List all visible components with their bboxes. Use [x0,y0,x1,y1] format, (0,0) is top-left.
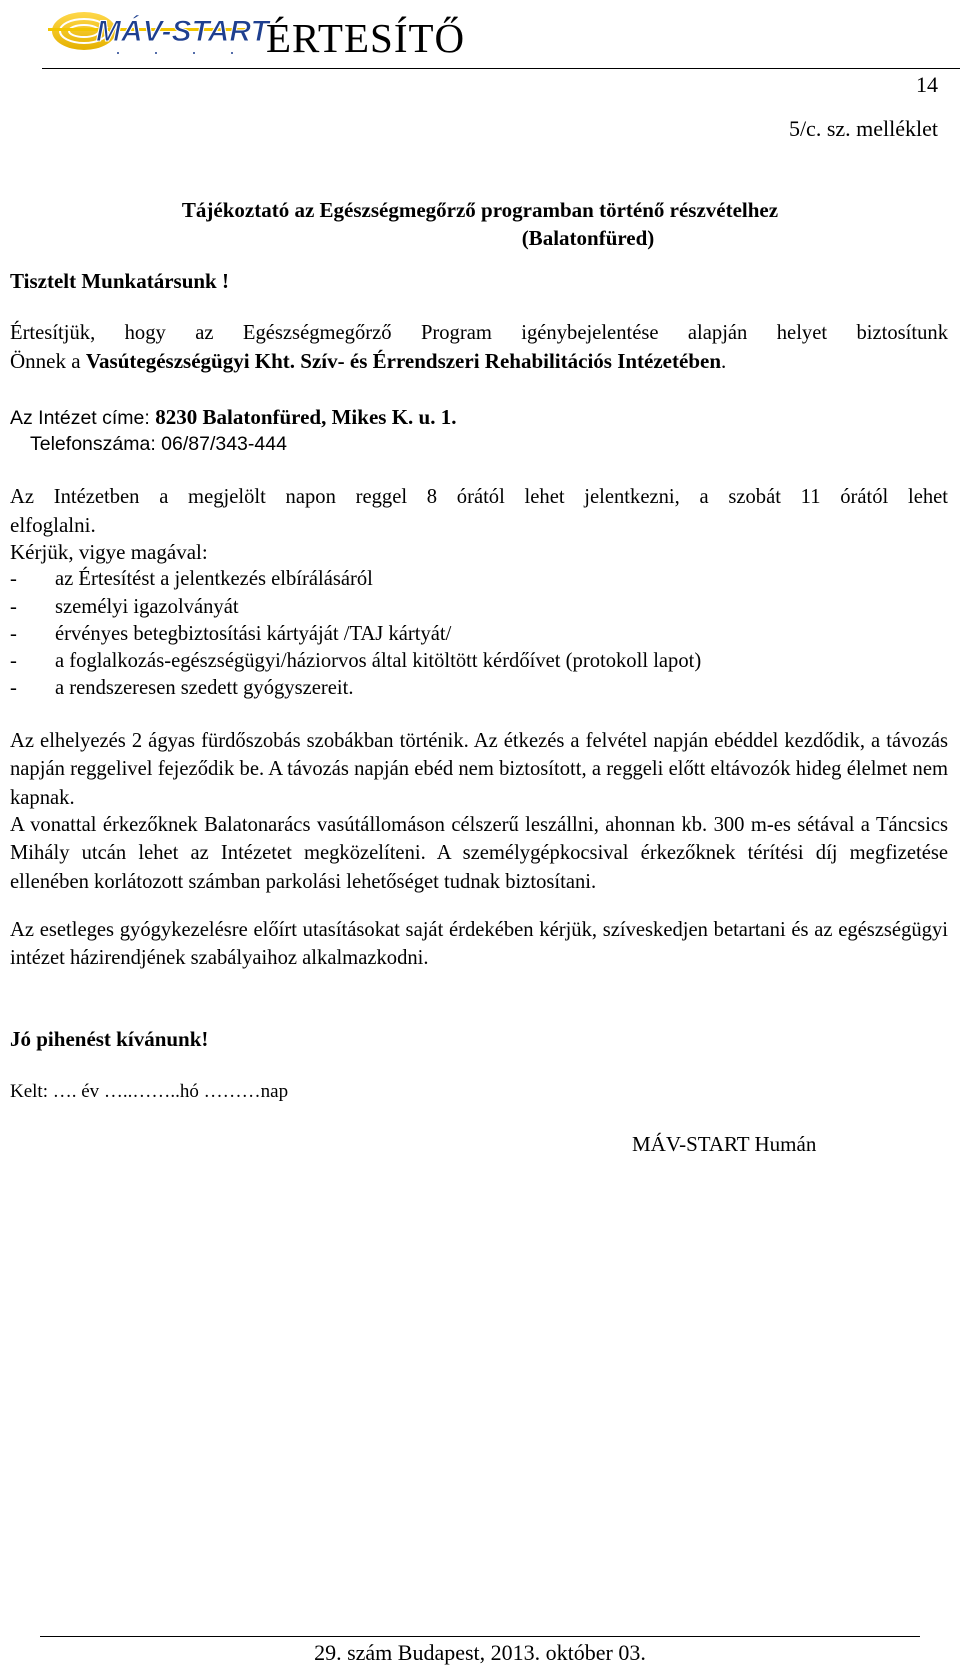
intro-line-1: Értesítjük, hogy az Egészségmegőrző Program igénybejelentése alapján helyet biztosítunk [10,322,948,344]
bring-intro: Kérjük, vigye magával: [10,540,208,564]
list-item: - a foglalkozás-egészségügyi/háziorvos által kitöltött kérdőívet (protokoll lapot) [10,650,702,672]
rules-paragraph: Az esetleges gyógykezelésre előírt utasításokat saját érdekében kérjük, szíveskedjen betartani és az egészségügyi intézet házirendjének szabályaihoz alkalmazkodni. [10,919,948,970]
closing-wish: Jó pihenést kívánunk! [10,1027,209,1051]
address-label: Az Intézet címe: [10,407,156,429]
document-subtitle: (Balatonfüred) [521,226,655,250]
bulletin-title: ÉRTESÍTŐ [266,15,466,61]
phone-number: Telefonszáma: 06/87/343-444 [30,433,287,455]
list-item: - a rendszeresen szedett gyógyszereit. [10,677,354,699]
checkin-line-2: elfoglalni. [10,513,96,537]
accommodation-paragraph: Az elhelyezés 2 ágyas fürdőszobás szobákban történik. Az étkezés a felvétel napján ebéddel kezdődik, a távozás napján reggelivel fejeződik be. A távozás napján ebéd nem biztosított, a reggeli előtt eltávozók hideg élelmet nem kapnak. [10,730,948,809]
travel-paragraph: A vonattal érkezőknek Balatonarács vasútállomáson célszerű leszállni, ahonnan kb. 300 m-es sétával a Táncsics Mihály utcán lehet az Intézetet megközelíteni. A személygépkocsival érkezőknek térítési díj megfizetése ellenében korlátozott számban parkolási lehetőséget tudnak biztosítani. [10,814,948,893]
intro-end: . [721,349,727,373]
list-item: - érvényes betegbiztosítási kártyáját /TAJ kártyát/ [10,623,452,645]
logo-text: MÁV-START [96,15,269,48]
annex-label: 5/c. sz. melléklet [788,116,938,141]
document-title: Tájékoztató az Egészségmegőrző programban történő részvételhez [181,198,779,222]
intro-line-2 [10,347,726,375]
address-value: 8230 Balatonfüred, Mikes K. u. 1. [155,405,457,429]
intro-text: Önnek a [10,349,86,373]
footer-text: 29. szám Budapest, 2013. október 03. [314,1640,646,1665]
greeting: Tisztelt Munkatársunk ! [10,269,229,293]
footer-rule [40,1636,920,1637]
date-line: Kelt: …. év …..……..hó ………nap [10,1081,289,1102]
list-item: - az Értesítést a jelentkezés elbírálásáról [10,568,373,590]
header-rule [42,68,960,69]
list-item: - személyi igazolványát [10,596,239,618]
institute-name: Vasútegészségügyi Kht. Szív- és Érrendszeri Rehabilitációs Intézetében [85,349,722,373]
page-number: 14 [916,72,938,97]
checkin-line-1: Az Intézetben a megjelölt napon reggel 8 órától lehet jelentkezni, a szobát 11 órától lehet [10,486,948,508]
mav-start-logo [48,4,269,60]
signature: MÁV-START Humán [632,1132,817,1156]
